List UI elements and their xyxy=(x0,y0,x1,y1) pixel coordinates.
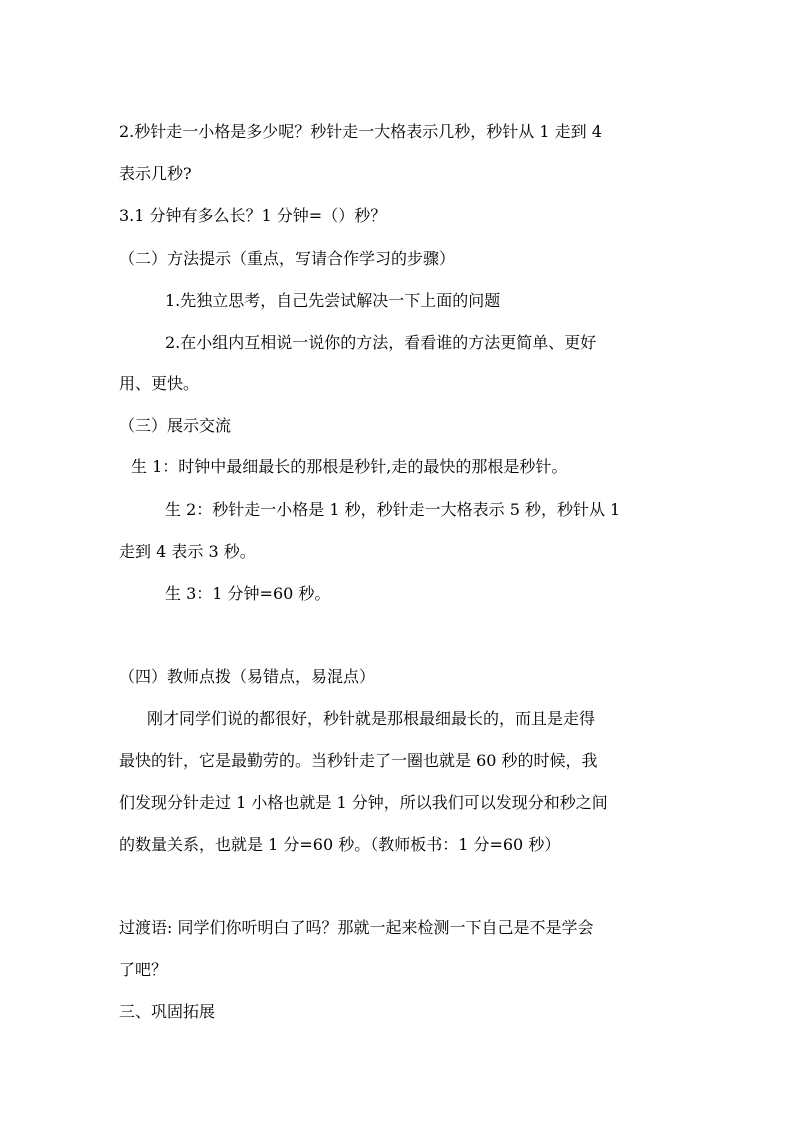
teacher-paragraph-line-2: 最快的针，它是最勤劳的。当秒针走了一圈也就是 60 秒的时候，我 xyxy=(119,751,598,770)
transition-line-1: 过渡语: 同学们你听明白了吗？那就一起来检测一下自己是不是学会 xyxy=(119,918,594,937)
question-2-line-2: 表示几秒? xyxy=(119,164,192,183)
teacher-paragraph-line-3: 们发现分针走过 1 小格也就是 1 分钟，所以我们可以发现分和秒之间 xyxy=(119,793,608,812)
teacher-paragraph-line-1: 刚才同学们说的都很好，秒针就是那根最细最长的，而且是走得 xyxy=(147,709,596,728)
method-step-2-line-1: 2.在小组内互相说一说你的方法，看看谁的方法更简单、更好 xyxy=(165,333,597,352)
section-heading-teacher: （四）教师点拨（易错点，易混点） xyxy=(119,667,376,686)
teacher-paragraph-line-4: 的数量关系，也就是 1 分=60 秒。（教师板书：1 分=60 秒） xyxy=(119,835,561,854)
method-step-1: 1.先独立思考，自己先尝试解决一下上面的问题 xyxy=(165,291,501,310)
section-heading-consolidate: 三、巩固拓展 xyxy=(119,1002,216,1021)
question-3: 3.1 分钟有多么长？1 分钟=（）秒？ xyxy=(119,206,387,225)
question-2-line-1: 2.秒针走一小格是多少呢？秒针走一大格表示几秒，秒针从 1 走到 4 xyxy=(119,122,602,141)
section-heading-share: （三）展示交流 xyxy=(119,416,232,435)
student-2-answer-line-2: 走到 4 表示 3 秒。 xyxy=(119,542,256,561)
student-3-answer: 生 3：1 分钟=60 秒。 xyxy=(165,584,331,603)
student-2-answer-line-1: 生 2：秒针走一小格是 1 秒，秒针走一大格表示 5 秒，秒针从 1 xyxy=(165,500,621,519)
section-heading-method: （二）方法提示（重点，写请合作学习的步骤） xyxy=(119,249,456,268)
transition-line-2: 了吧？ xyxy=(119,960,168,979)
student-1-answer: 生 1：时钟中最细最长的那根是秒针,走的最快的那根是秒针。 xyxy=(131,457,568,476)
method-step-2-line-2: 用、更快。 xyxy=(119,374,200,393)
